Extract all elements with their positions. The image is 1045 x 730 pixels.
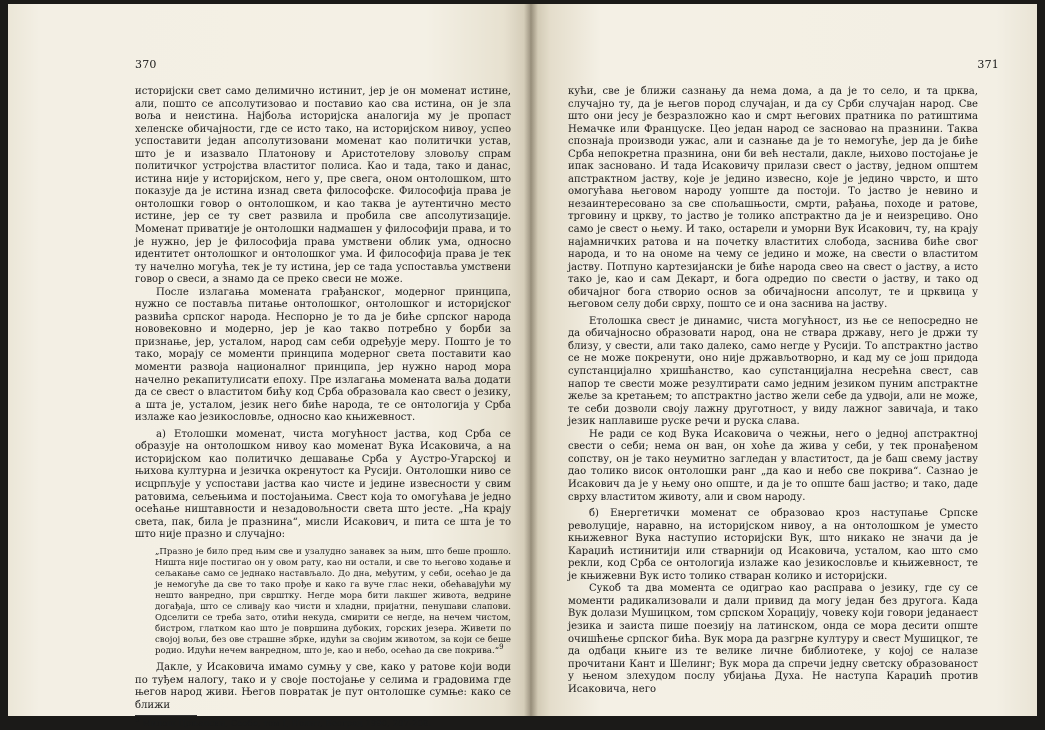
footnote-number: 9 (135, 716, 140, 725)
footnote-rule (135, 715, 197, 716)
paragraph: б) Енергетички моменат се образовао кроз наступање Српске револуције, наравно, на историјском нивоу, а на онтолошком је уместо књижевног Вука наступио историјски Вук, што никако не значи да је Караџић истинитији или стварнији од Исаковича, усталом, као што смо рекли, код Срба се онтологија излаже као језикословље и књижевност, те је књижевни Вук исто толико стваран колико и историјски. (568, 508, 978, 582)
paragraph: историјски свет само делимично истинит, јер је он моменат истине, али, пошто се апсолутизовао и поставио као сва истина, он је зла воља и неистина. Најбоља историјска аналогија му је пропаст хеленске обичајности, где се исто тако, на историјском нивоу, успео успоставити један апсолутизовани моменат као политички устав, што је и изазвало Платонову и Аристотелову зловољу спрам политичког устројства властитог полиса. Као и тада, тако и данас, истина није у историјском, него у, пре свега, оном онтолошком, што показује да је истина изнад света философске. Философија права је онтолошки говор о онтолошком, и као таква је аутентично место истине, јер се ту свет развила и пробила све апсолутизације. Моменат приватије је онтолошки надмашен у философији права, и то је нужно, јер је философија права умствени облик ума, односно идентитет онтолошког и онтолошког ума. И философија права је тек ту начелно могућа, тек је ту истина, јер се тада успоставља умствени говор о свеси, а знамо да се преко свеси не може. (135, 86, 511, 286)
paragraph: Сукоб та два момента се одиграо као расправа о језику, где су се моменти радикализовали и дали привид да могу један без другога. Када Вук долази Мушицком, том српском Хорацију, човеку који говори једанаест језика и заиста пише поезију на латинском, онда се мора десити опште очишћење српског бића. Вук мора да разгрне културу и свест Мушицког, те да одбаци књиге из те велике личне библиотеке, у којој се налазе прочитани Кант и Шелинг; Вук мора да спречи једну светску образованост у њеном злехудом послу убијања Духа. Не наступа Караџић против Исаковича, него (568, 583, 978, 695)
paragraph: Дакле, у Исаковича имамо сумњу у све, како у ратове који води по туђем налогу, тако и у своје постојање у селима и градовима где његов народ живи. Његов повратак је пут онтолошке сумње: како се ближи (135, 662, 511, 711)
footnote-marker: 9 (499, 643, 504, 652)
left-page-text-column (135, 86, 511, 730)
page-number-left: 370 (135, 58, 157, 71)
footnote-text: Милош Црњански, Сеобе, том I, Нолит, Београд 1990, 207-208. (142, 719, 432, 730)
right-page (530, 4, 1037, 716)
page-number-right: 371 (977, 58, 999, 71)
paragraph: Не ради се код Вука Исаковича о чежњи, него о једној апстрактној свести о себи; нема он ван, он хоће да жива у себи, у тек пронађеном сопству, он је тако неумитно загледан у властитост, да је баш свему јаству дао толико висок онтолошки ранг „да као и небо све покрива“. Сазнао је Исакович да је у њему оно опште, и да је то опште баш јаство; и тако, даде сврху властитом животу, али и свом народу. (568, 428, 978, 503)
paragraph: кући, све је ближи сазнању да нема дома, а да је то село, и та црква, случајно ту, да је његов пород случајан, и да су Срби случајан народ. Све што они јесу је безразложно као и смрт његових пратника по ратиштима Немачке или Француске. Цео један народ се засновао на празнини. Таква спознаја производи ужас, али и сазнање да је то немогуће, јер да је биће Срба непокретна празнина, они би већ нестали, дакле, њихово постојање је ипак засновано. И тада Исаковичу прилази свест о јаству, једном општем апстрактном јаству, које је једино извесно, које је једино чврсто, и што омогућава његовом народу уопште да постоји. То јаство је невино и незаинтересовано за све спољашњости, смрти, рађања, походе и ратове, трговину и цркву, то јаство је толико апстрактно да је и неизрециво. Оно само је свест о њему. И тако, остарели и уморни Вук Исакович, ту, на крају најамничких ратова и на почетку властитих слобода, заснива биће свог народа, и то на ономе на чему се једино и може, на свести о властитом јаству. Потпуно картезијански је биће народа свео на свест о јаству, а исто тако је, као и сам Декарт, и бога одредио по свести о јаству, и тако од обичајног бога створио основ за обичајносни апсолут, те и црквица у његовом селу доби сврху, пошто се и она заснива на јаству. (568, 86, 978, 311)
block-quote-text: „Празно је било пред њим све и узалудно занавек за њим, што беше прошло. Ништа није постигао он у овом рату, као ни остали, и све то његово ходање и сељакање само се једнако настављало. До дна, међутим, у себи, осећао је да је немогуће да све то тако прође и како га вуче глас неки, обећавајући му нешто ванредно, при сврштку. Негде мора бити лакшег живота, ведрине догађаја, што се сливају као чисти и хладни, пријатни, пенушави слапови. Одселити се треба зато, отићи некуда, смирити се негде, на нечем чистом, бистром, глатком као што је површина дубоких, горских језера. Живети по својој вољи, без ове страшне збрке, идући за својим животом, за који се беше родио. Идући нечем ванредном, што је, као и небо, осећао да све покрива.“ (155, 546, 511, 657)
paragraph: Етолошка свест је динамис, чиста могућност, из ње се непосредно не да обичајносно образовати народ, она не ствара државу, него је држи ту близу, у свести, али тако далеко, само негде у Русији. То апстрактно јаство се не може покренути, оно није држављотворно, и кад му се још придода супстанцијално хришћанство, као супстанцијална несрећна свест, сав напор те свести може резултирати само једним језиком пуним апстрактне жеље за кретањем; то апстрактно јаство жели себе да удвоји, али не може, те себи дозволи своју лажну друготност, у виду лажног завичаја, и тако језик наплавише руске речи и руска слава. (568, 315, 978, 428)
paragraph: После излагања момената грађанског, модерног принципа, нужно се поставља питање онтолошког, онтолошког и историјског развића српског народа. Неспорно је то да је биће српског народа нововековно и модерно, јер је као такво потребно у борби за признање, јер, усталом, народ сам себи одређује меру. Пошто је то тако, морају се моменти принципа модерног света поставити као моменти развоја националног принципа, јер нужно народ мора начелно рекапитулисати епоху. Пре излагања момената ваља додати да се свест о властитом бићу код Срба образовала као свест о језику, а штa је, усталом, језик него биће народа, те се онтологија у Срба излаже као језикословље, односно као књижевност. (135, 286, 511, 424)
paragraph: а) Етолошки моменат, чиста могућност јаства, код Срба се образује на онтолошком нивоу као моменат Вука Исаковича, а на историјском као политичко дешавање Срба у Аустро-Угарској и њихова културна и језичка окренутост ка Русији. Онтолошки ниво се исцрпљује у успостави јаства као чисте и једине извесности у свим ратовима, сељењима и постојањима. Свест која то омогућава је једно осећање ништавности и незадовољности света што јесте. „На крају света, пак, била је празнина“, мисли Исакович, и пита се шта је то што није празно и случајно: (135, 428, 511, 541)
right-page-text-column (568, 86, 978, 696)
footnote (135, 716, 511, 730)
block-quote (155, 547, 511, 657)
left-page (8, 4, 530, 730)
